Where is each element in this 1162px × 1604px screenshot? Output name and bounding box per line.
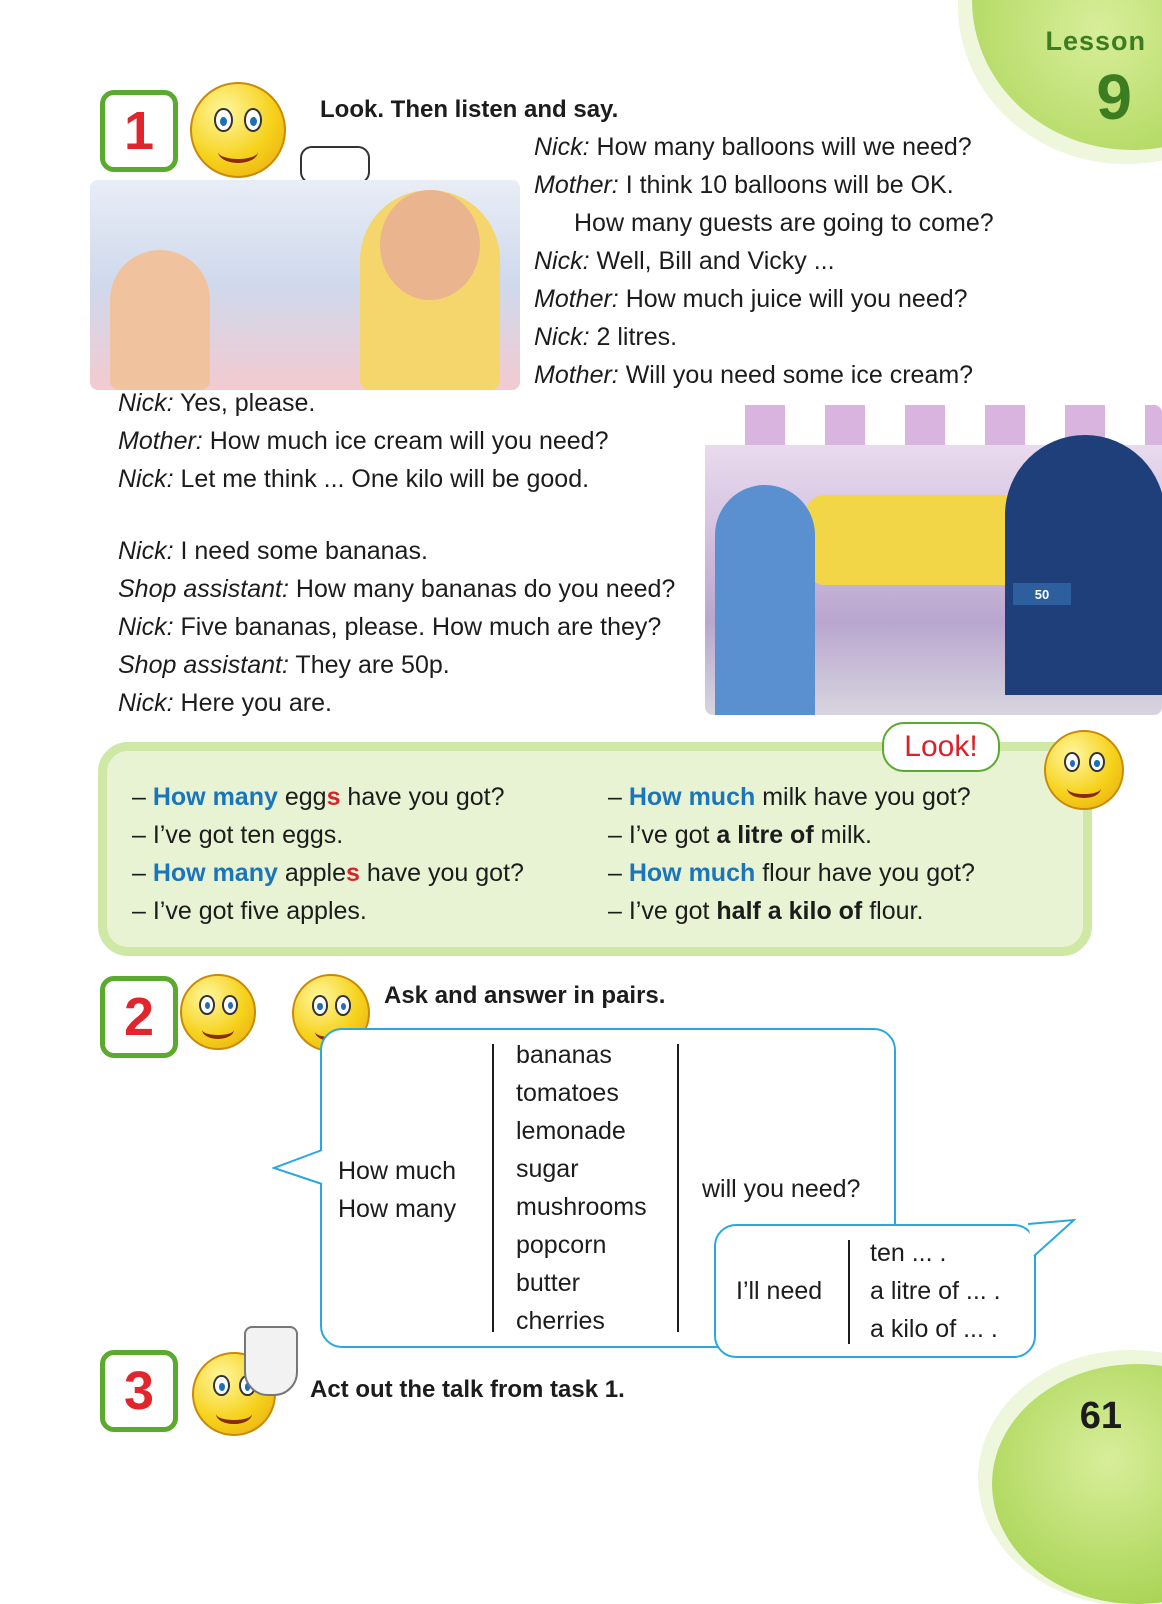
item: popcorn — [516, 1231, 607, 1259]
item: bananas — [516, 1041, 612, 1069]
lesson-badge-background — [972, 0, 1162, 150]
task-number-2: 2 — [100, 976, 178, 1058]
dialog-shop — [118, 532, 675, 722]
item: mushrooms — [516, 1193, 647, 1221]
column-divider — [677, 1044, 679, 1332]
question-words — [338, 1152, 456, 1228]
dialog-line: Shop assistant: How many bananas do you need? — [118, 575, 676, 603]
answer-start: I’ll need — [736, 1277, 823, 1305]
look-line: – How much flour have you got? — [608, 859, 975, 887]
answer-option: a kilo of ... . — [870, 1315, 998, 1343]
question-word: How many — [338, 1195, 457, 1223]
dialog-line: Nick: Let me think ... One kilo will be good. — [118, 465, 590, 493]
answer-option: ten ... . — [870, 1239, 947, 1267]
dialog-line: Nick: Well, Bill and Vicky ... — [534, 247, 835, 275]
speech-bubble-icon — [300, 146, 370, 184]
dialog-line: How many guests are going to come? — [574, 209, 994, 237]
dialog-line: Mother: How much ice cream will you need? — [118, 427, 609, 455]
till-display: 50 — [1013, 583, 1071, 605]
dialog-top — [534, 128, 994, 394]
dialog-line: Mother: How much juice will you need? — [534, 285, 968, 313]
answer-option: a litre of ... . — [870, 1277, 1001, 1305]
question-end: will you need? — [702, 1175, 861, 1203]
page-number: 61 — [1079, 1395, 1122, 1437]
task1-instruction: Look. Then listen and say. — [320, 96, 619, 123]
look-line: – I’ve got five apples. — [132, 897, 367, 925]
mother-and-nick-illustration — [90, 180, 520, 390]
dialog-line: Nick: I need some bananas. — [118, 537, 428, 565]
page-number-background — [992, 1364, 1162, 1604]
item: cherries — [516, 1307, 605, 1335]
smiley-icon — [180, 974, 256, 1050]
dialog-line: Nick: 2 litres. — [534, 323, 678, 351]
lesson-number: 9 — [1096, 61, 1132, 133]
answer-options — [870, 1234, 1001, 1348]
fruit-shop-illustration — [705, 405, 1162, 715]
item: butter — [516, 1269, 580, 1297]
dialog-line: Nick: Five bananas, please. How much are they? — [118, 613, 662, 641]
dialog-line: Nick: Here you are. — [118, 689, 332, 717]
dialog-line: Mother: I think 10 balloons will be OK. — [534, 171, 954, 199]
look-line: – I’ve got half a kilo of flour. — [608, 897, 924, 925]
column-divider — [492, 1044, 494, 1332]
headphones-smiley-icon — [190, 82, 286, 178]
look-line: – How many apples have you got? — [132, 859, 524, 887]
item: tomatoes — [516, 1079, 619, 1107]
column-divider — [848, 1240, 850, 1344]
item: lemonade — [516, 1117, 626, 1145]
task2-instruction: Ask and answer in pairs. — [384, 982, 666, 1009]
task-number-3: 3 — [100, 1350, 178, 1432]
look-line: – I’ve got ten eggs. — [132, 821, 344, 849]
look-right-column — [608, 778, 975, 930]
smiley-icon — [1044, 730, 1124, 810]
item-list — [516, 1036, 647, 1340]
dialog-line: Shop assistant: They are 50p. — [118, 651, 450, 679]
dialog-line: Nick: Yes, please. — [118, 389, 316, 417]
look-line: – I’ve got a litre of milk. — [608, 821, 872, 849]
dialog-line: Nick: How many balloons will we need? — [534, 133, 972, 161]
look-label: Look! — [882, 722, 1000, 772]
task-number-1: 1 — [100, 90, 178, 172]
speech-tail-icon — [1026, 1218, 1076, 1260]
item: sugar — [516, 1155, 579, 1183]
dialog-middle — [118, 384, 609, 498]
theatre-mask-icon — [244, 1326, 298, 1396]
dialog-line: Mother: Will you need some ice cream? — [534, 361, 974, 389]
speech-tail-icon — [272, 1148, 324, 1186]
lesson-label: Lesson — [1045, 26, 1146, 56]
look-left-column — [132, 778, 524, 930]
look-line: – How much milk have you got? — [608, 783, 971, 811]
task3-instruction: Act out the talk from task 1. — [310, 1376, 625, 1403]
question-word: How much — [338, 1157, 457, 1185]
look-line: – How many eggs have you got? — [132, 783, 505, 811]
